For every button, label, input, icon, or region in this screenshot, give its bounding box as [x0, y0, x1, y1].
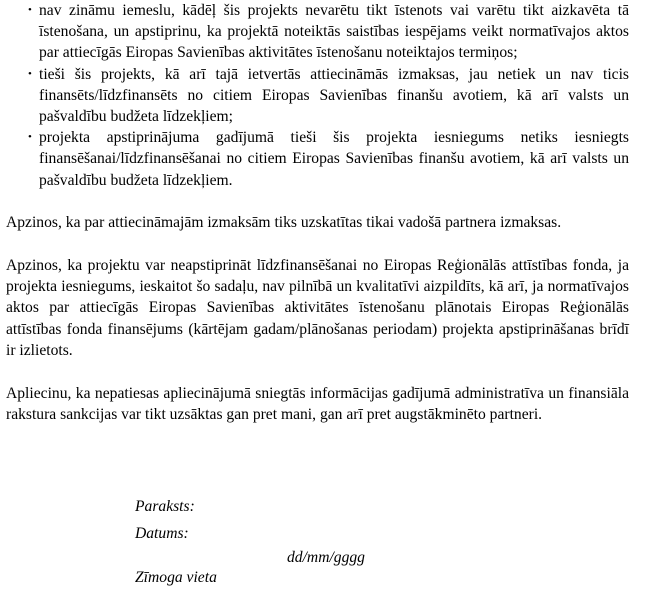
- bullet-text: tieši šis projekts, kā arī tajā ietvertās attiecināmās izmaksas, jau netiek un nav ticis finansēts/līdzfinansēts no citiem Eiropas Savienības finanšu avotiem, kā arī valsts un pašvaldību budžeta līdzekļiem;: [39, 65, 629, 126]
- assurance-list: [6, 0, 629, 191]
- signature-label: Paraksts:: [135, 498, 195, 515]
- list-item: [6, 64, 629, 128]
- rejection-conditions-paragraph: Apzinos, ka projektu var neapstiprināt līdzfinansēšanai no Eiropas Reģionālās attīstības fonda, ja projekta iesniegums, ieskaitot šo sadaļu, nav pilnībā un kvalitatīvi aizpildīts, kā arī, ja normatīvajos aktos par attiecīgās Eiropas Savienības aktivitātes īstenošanu plānotais Eiropas Reģionālās attīstības fonda finansējums (kārtējam gadam/plānošanas periodam) projekta apstiprināšanas brīdī ir izlietots.: [6, 257, 629, 359]
- eligible-costs-paragraph: Apzinos, ka par attiecināmajām izmaksām tiks uzskatītas tikai vadošā partnera izmaksas.: [6, 213, 562, 231]
- list-item: [6, 0, 629, 64]
- list-item: [6, 127, 629, 191]
- bullet-icon: •: [28, 131, 32, 144]
- date-format-hint: dd/mm/gggg: [287, 549, 365, 566]
- sanctions-paragraph: Apliecinu, ka nepatiesas apliecinājumā sniegtās informācijas gadījumā administratīva un finansiāla rakstura sankcijas var tikt uzsāktas gan pret mani, gan arī pret augstākminēto partneri.: [6, 385, 629, 424]
- bullet-text: nav zināmu iemeslu, kādēļ šis projekts nevarētu tikt īstenots vai varētu tikt aizkavēta tā īstenošana, un apstiprinu, ka projektā noteiktās saistības iespējams veikt normatīvajos aktos par attiecīgās Eiropas Savienības aktivitātes īstenošanu noteiktajos termiņos;: [39, 2, 629, 62]
- declaration-document: [6, 0, 629, 425]
- bullet-text: projekta apstiprinājuma gadījumā tieši šis projekta iesniegums netiks iesniegts finansēšanai/līdzfinansēšanai no citiem Eiropas Savienības finanšu avotiem, kā arī valsts un pašvaldību budžeta līdzekļiem.: [39, 129, 629, 189]
- date-label: Datums:: [135, 525, 189, 542]
- stamp-place-label: Zīmoga vieta: [135, 569, 217, 586]
- bullet-icon: •: [28, 4, 32, 16]
- bullet-icon: •: [28, 67, 32, 80]
